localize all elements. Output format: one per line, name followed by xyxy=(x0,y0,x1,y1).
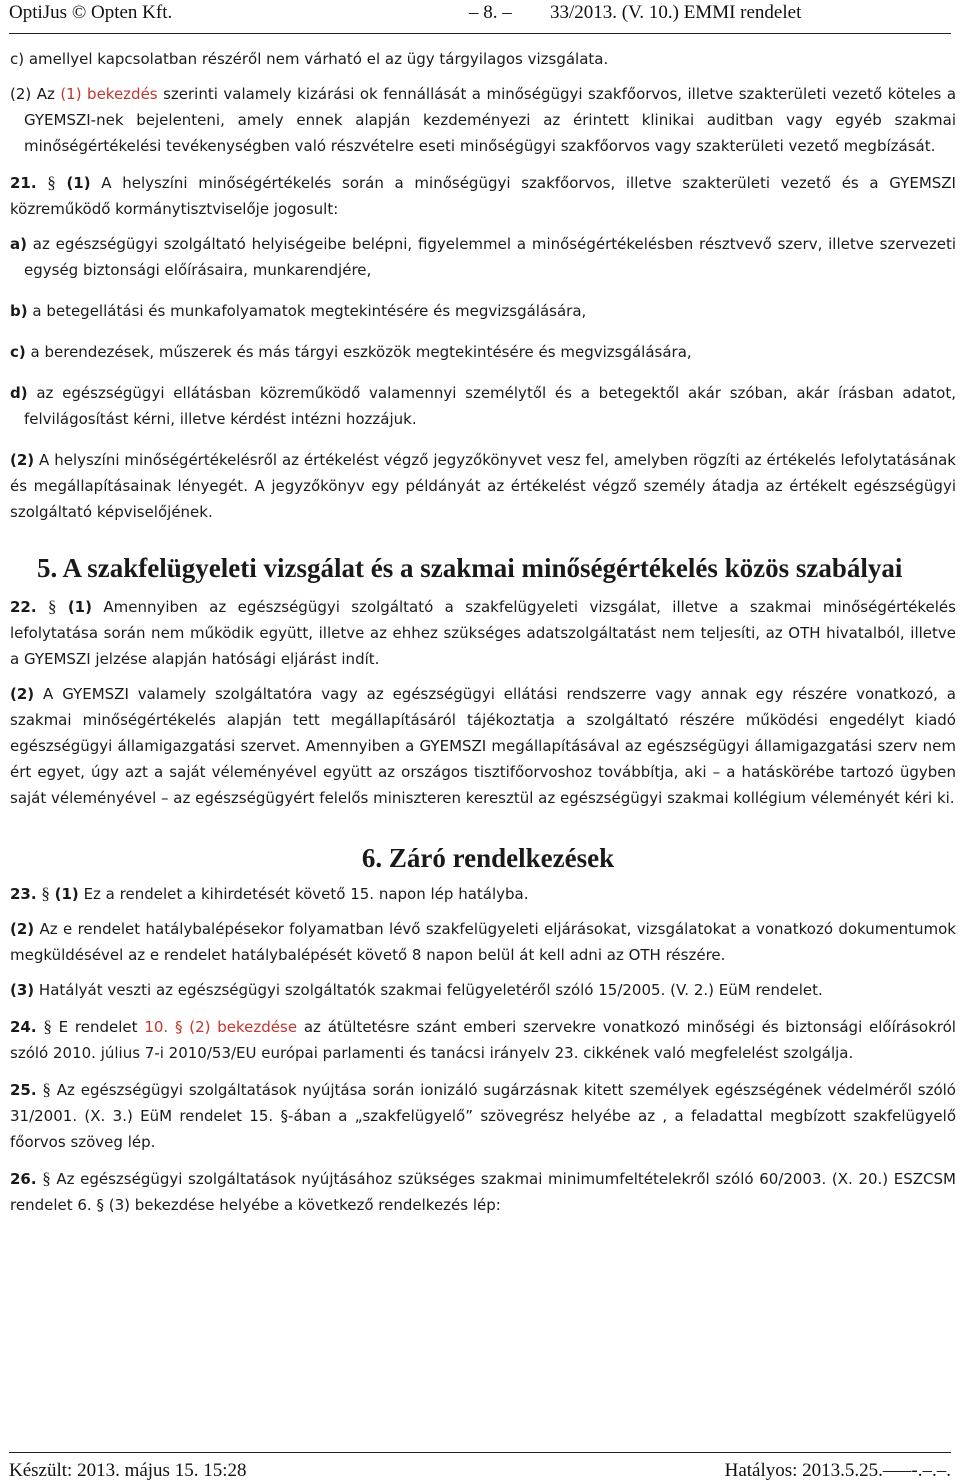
section-number: 25. xyxy=(10,1081,37,1099)
section-sign: § xyxy=(43,1017,52,1036)
item-label: d) xyxy=(10,384,28,402)
paragraph-label: (2) xyxy=(10,451,35,469)
paragraph-label: (2) xyxy=(10,920,35,938)
section-21-paragraph-1 xyxy=(10,170,956,222)
section-24 xyxy=(10,1014,956,1066)
list-item xyxy=(10,380,956,432)
page-header xyxy=(9,0,951,30)
header-divider xyxy=(9,33,951,34)
paragraph-text: Ez a rendelet a kihirdetését követő 15. napon lép hatályba. xyxy=(78,885,529,903)
paragraph-text: Amennyiben az egészségügyi szolgáltató a szakfelügyeleti vizsgálat, illetve a szakmai minőségértékelés lefolytatása során nem működik együtt, illetve az ehhez szükséges adatszolgáltatást nem teljesíti, az OTH hivatalból, illetve a GYEMSZI jelzése alapján hatósági eljárást indít. xyxy=(10,598,956,668)
section-22-paragraph-1 xyxy=(10,594,956,672)
section-sign: § xyxy=(47,173,56,192)
paragraph-2-text: szerinti valamely kizárási ok fennállását a minőségügyi szakfőorvos, illetve szakterületi vezető köteles a GYEMSZI-nek bejelenteni, amely ennek alapján kezdeményezi az érintett klinikai auditban vagy egyéb szakmai minőségértékelési tevékenységben való részvételre eseti minőségügyi szakfőorvos vagy szakterületi vezető megbízását. xyxy=(24,85,957,155)
section-24-text: az átültetésre szánt emberi szervekre vonatkozó minőségi és biztonsági előírásokról szóló 2010. július 7-i 2010/53/EU európai parlamenti és tanácsi irányelv 23. cikkének való megfelelést szolgálja. xyxy=(10,1018,956,1062)
list-item xyxy=(10,231,956,283)
item-c-paragraph: c) amellyel kapcsolatban részéről nem várható el az ügy tárgyilagos vizsgálata. xyxy=(10,50,609,68)
section-sign: § xyxy=(42,1080,51,1099)
list-item xyxy=(10,339,956,365)
bekezdes-link[interactable]: (1) bekezdés xyxy=(60,85,158,103)
paragraph-label: (2) xyxy=(10,685,35,703)
paragraph-label: (3) xyxy=(10,981,35,999)
section-number: 21. xyxy=(10,174,37,192)
header-page-number: – 8. – xyxy=(469,2,512,23)
item-text: a betegellátási és munkafolyamatok megtekintésére és megvizsgálására, xyxy=(27,302,587,320)
header-publisher: OptiJus © Opten Kft. xyxy=(9,2,173,23)
section-25 xyxy=(10,1077,956,1155)
paragraph-text: A helyszíni minőségértékelésről az értékelést végző jegyzőkönyvet vesz fel, amelyben rögzíti az értékelés lefolytatásának és megállapításainak lényegét. A jegyzőkönyv egy példányát az értékelést végző személy átadja az értékelt egészségügyi szolgáltató képviselőjének. xyxy=(10,451,956,521)
section-23-paragraph-1 xyxy=(10,881,956,907)
list-item xyxy=(10,298,956,324)
section-number: 26. xyxy=(10,1170,37,1188)
section-21-paragraph-2 xyxy=(10,447,956,525)
section-number: 23. xyxy=(10,885,37,903)
item-text: az egészségügyi szolgáltató helyiségeibe belépni, figyelemmel a minőségértékelésben résztvevő szerv, illetve szervezeti egység biztonsági előírásaira, munkarendjére, xyxy=(24,235,956,279)
paragraph-label: (1) xyxy=(67,598,92,616)
section-number: 22. xyxy=(10,598,37,616)
item-label: a) xyxy=(10,235,27,253)
item-label: b) xyxy=(10,302,28,320)
header-document-title: 33/2013. (V. 10.) EMMI rendelet xyxy=(550,2,802,23)
chapter-5-heading: 5. A szakfelügyeleti vizsgálat és a szakmai minőségértékelés közös szabályai xyxy=(37,553,903,583)
footer-created-date: Készült: 2013. május 15. 15:28 xyxy=(9,1460,247,1481)
section-sign: § xyxy=(42,1169,51,1188)
section-reference-link[interactable]: 10. § (2) bekezdése xyxy=(144,1018,298,1036)
section-23-paragraph-2 xyxy=(10,916,956,968)
footer-effective-date: Hatályos: 2013.5.25.–––-.–.–. xyxy=(724,1460,951,1481)
section-sign: § xyxy=(47,597,57,616)
section-24-intro: E rendelet xyxy=(51,1018,145,1036)
paragraph-label: (1) xyxy=(54,885,79,903)
paragraph-text: Az e rendelet hatálybalépésekor folyamatban lévő szakfelügyeleti eljárásokat, vizsgálatokat a vonatkozó dokumentumok megküldésével az e rendelet hatálybalépését követő 8 napon belül át kell adni az OTH részére. xyxy=(10,920,956,964)
item-label: c) xyxy=(10,343,26,361)
section-26-text: Az egészségügyi szolgáltatások nyújtásához szükséges szakmai minimumfeltételekről szóló 60/2003. (X. 20.) ESZCSM rendelet 6. § (3) bekezdése helyébe a következő rendelkezés lép: xyxy=(10,1170,956,1214)
section-26 xyxy=(10,1166,956,1218)
paragraph-text: A GYEMSZI valamely szolgáltatóra vagy az egészségügyi ellátási rendszerre vagy annak egy részére vonatkozó, a szakmai minőségértékelés alapján tett megállapításáról tájékoztatja a szolgáltató részére működési engedélyt kiadó egészségügyi államigazgatási szervet. Amennyiben a GYEMSZI megállapításával az egészségügyi államigazgatási szerv nem ért egyet, úgy azt a saját véleményével együtt az országos tisztifőorvoshoz továbbítja, aki – a hatáskörébe tartozó ügyben saját véleményével – az egészségügyért felelős miniszteren keresztül az egészségügyi szakmai kollégium véleményét kéri ki. xyxy=(10,685,956,807)
paragraph-2-prefix: (2) Az xyxy=(10,85,61,103)
section-25-text: Az egészségügyi szolgáltatások nyújtása során ionizáló sugárzásnak kitett személyek egészségének védelméről szóló 31/2001. (X. 3.) EüM rendelet 15. §-ában a „szakfelügyelő” szövegrész helyébe az , a feladattal megbízott szakfelügyelő főorvos szöveg lép. xyxy=(10,1081,956,1151)
paragraph-text: Hatályát veszti az egészségügyi szolgáltatók szakmai felügyeletéről szóló 15/2005. (V. 2.) EüM rendelet. xyxy=(34,981,823,999)
section-sign: § xyxy=(41,884,50,903)
document-body xyxy=(10,46,956,1218)
chapter-6-heading: 6. Záró rendelkezések xyxy=(361,843,615,873)
section-23-paragraph-3 xyxy=(10,977,956,1003)
footer-divider xyxy=(9,1452,951,1453)
paragraph-text: A helyszíni minőségértékelés során a minőségügyi szakfőorvos, illetve szakterületi vezető és a GYEMSZI közreműködő kormánytisztviselője jogosult: xyxy=(10,174,956,218)
item-text: az egészségügyi ellátásban közreműködő valamennyi személytől és a betegektől akár szóban, akár írásban adatot, felvilágosítást kérni, illetve kérdést intézni hozzájuk. xyxy=(24,384,956,428)
section-22-paragraph-2 xyxy=(10,681,956,811)
paragraph-2 xyxy=(10,81,956,159)
paragraph-label: (1) xyxy=(66,174,91,192)
item-text: a berendezések, műszerek és más tárgyi eszközök megtekintésére és megvizsgálására, xyxy=(25,343,692,361)
section-number: 24. xyxy=(10,1018,37,1036)
